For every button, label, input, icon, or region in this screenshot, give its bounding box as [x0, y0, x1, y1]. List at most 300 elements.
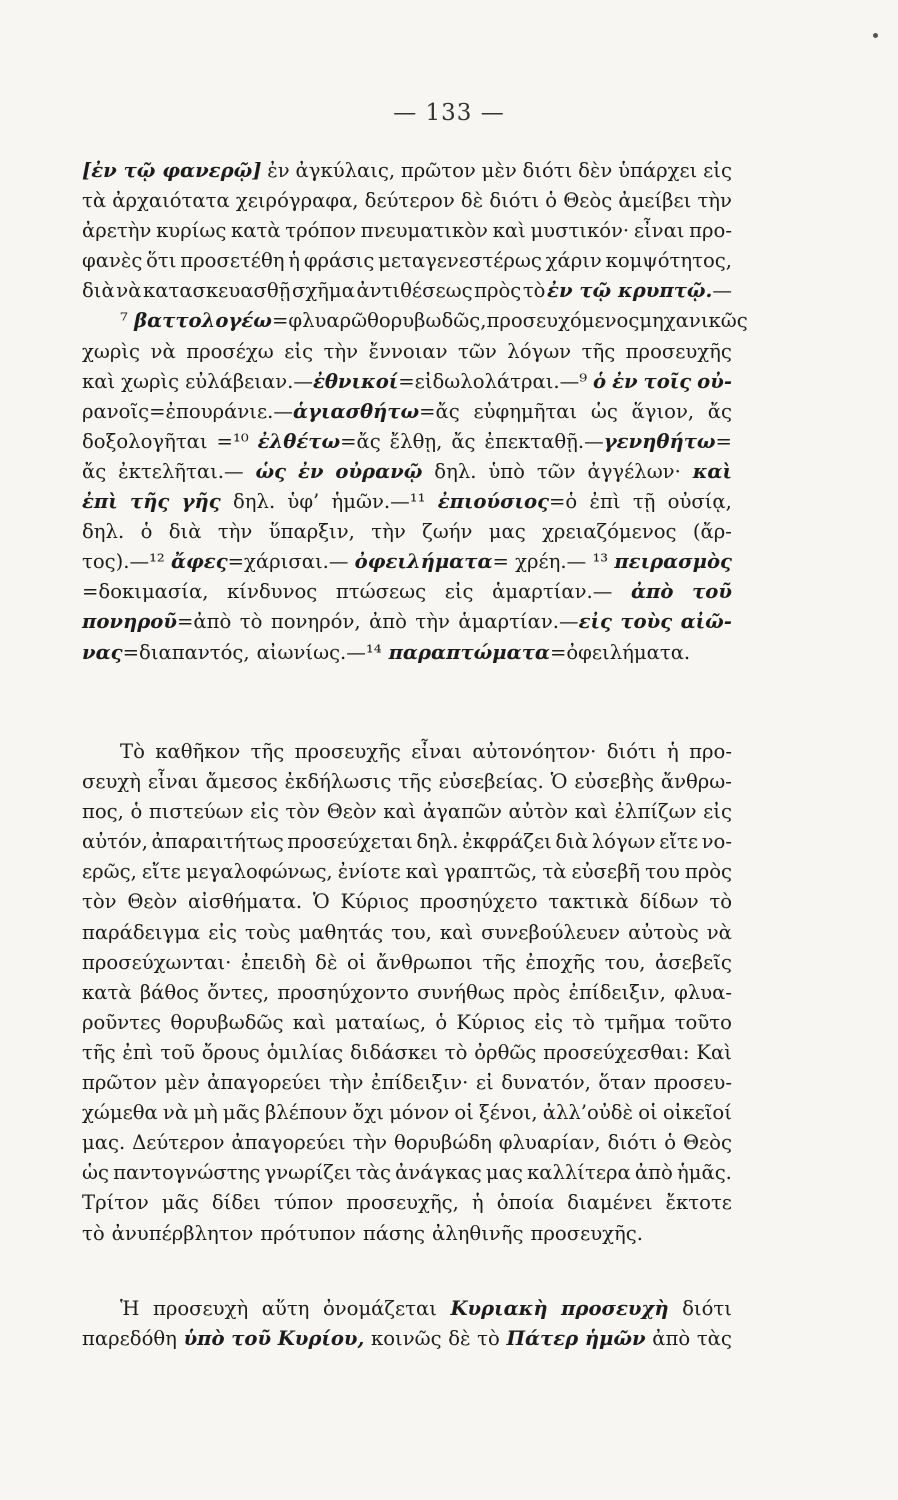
word: δὲ — [460, 189, 484, 213]
word: Κύριος — [456, 1010, 525, 1034]
word: εἰς — [703, 800, 732, 824]
word: τὰ — [542, 860, 567, 884]
word: ἀγαπῶν — [422, 800, 502, 824]
word: αἰωνίως.—¹⁴ — [256, 640, 382, 664]
text-line — [82, 827, 732, 857]
word: του, — [391, 920, 432, 944]
word: τὸ — [477, 1327, 500, 1351]
word: καὶ — [692, 459, 732, 483]
word: Κυριακὴ — [450, 1297, 548, 1320]
word: ἐπεκταθῇ.—γενηθήτω= — [484, 429, 732, 453]
word: ὀρθῶς — [474, 1040, 537, 1064]
word: κυρίως — [156, 219, 227, 243]
word: πρὸς — [684, 860, 732, 884]
word: ἔκτοτε — [665, 1191, 732, 1215]
word: τῆς — [398, 770, 432, 794]
word: τος).—¹² — [82, 550, 165, 574]
text-line — [82, 948, 732, 978]
word: ἀγκύλαις, — [295, 159, 396, 182]
word: καὶ — [439, 920, 474, 944]
word: ξένοι, — [479, 1101, 538, 1125]
word: εὐλάβειαν.—ἐθνικοί=εἰδωλολάτραι.—⁹ — [185, 369, 588, 393]
word: Θεὸς — [682, 1131, 732, 1155]
word: τοῖς — [643, 369, 692, 393]
word: νὰ — [150, 339, 176, 363]
word: τῆς — [250, 740, 285, 763]
word: τοὺς — [620, 610, 673, 634]
text-line — [82, 857, 732, 887]
word: ἀπαγορεύει — [231, 1131, 346, 1155]
word: ἀσεβεῖς — [654, 950, 732, 974]
word: Θεὸν — [326, 800, 377, 824]
word: ἄς — [82, 459, 107, 483]
word: ἡμῶν.—¹¹ — [331, 490, 426, 514]
word: διότι — [489, 189, 540, 213]
word: νὰ — [162, 1101, 189, 1125]
text-line — [82, 186, 732, 216]
word: τὴν — [371, 520, 406, 544]
word: χωρὶς — [82, 339, 141, 363]
word: ἡμᾶς. — [676, 1161, 732, 1185]
word: κοινῶς — [370, 1327, 442, 1351]
word: ὁ — [664, 1131, 677, 1155]
word: κατὰ — [82, 980, 132, 1004]
text-line — [82, 737, 732, 767]
word: τῆς — [482, 950, 516, 974]
word: πος, — [82, 800, 124, 824]
word: πτώσεως — [335, 580, 427, 604]
word: τὴν — [352, 1131, 388, 1155]
word: προσέχω — [186, 339, 274, 363]
word: ¹³ — [592, 550, 609, 574]
word: τοῦ — [160, 1040, 195, 1064]
word: οὐρανῷ — [335, 459, 423, 483]
word: ὁποία — [496, 1191, 555, 1215]
word: εἴτε — [659, 830, 699, 854]
word: παράδειγμα — [82, 920, 201, 944]
word: γνωρίζει — [264, 1161, 352, 1185]
word: τὰ — [82, 189, 107, 213]
word: προσευχῆς. — [530, 1221, 643, 1245]
word: λόγων — [507, 339, 572, 363]
word: τρόπον — [285, 219, 356, 243]
word: χώμεθα — [82, 1101, 158, 1125]
text-line — [82, 276, 732, 306]
word: τοῦ — [692, 580, 732, 604]
word: μαθητάς — [298, 920, 384, 944]
word: ὑφ’ — [287, 490, 320, 514]
word: πάσης — [362, 1221, 426, 1245]
word: διότι — [682, 1297, 732, 1320]
word: ἄνθρω- — [660, 770, 732, 794]
body-paragraph-1 — [82, 737, 732, 1249]
word: καὶ — [292, 1010, 326, 1034]
word: φανὲς — [82, 249, 143, 273]
word: μᾶς — [222, 1101, 260, 1125]
word: καὶ — [82, 369, 116, 393]
word: αὐτὸν — [508, 800, 569, 824]
word: χρειαζόμενος — [542, 520, 677, 544]
word: καὶ — [405, 860, 439, 884]
word: του, — [604, 950, 646, 974]
word: παρεδόθη — [82, 1327, 177, 1351]
word: δυνατόν, — [501, 1071, 591, 1095]
word: ἀρετὴν — [82, 219, 152, 243]
text-line — [82, 887, 732, 917]
word: διδάσκει — [349, 1040, 438, 1064]
word: εἰς — [703, 159, 732, 182]
word: οἱ — [347, 950, 367, 974]
word: ἀγγέλων· — [587, 459, 681, 483]
word: ἐκτελῆται.— — [118, 459, 244, 483]
word: τὴν — [323, 339, 359, 363]
word: νας=διαπαντός, — [82, 640, 250, 664]
text-line — [82, 1068, 732, 1098]
word: ερῶς, — [82, 860, 137, 884]
word: πονηροῦ=ἀπὸ — [82, 610, 232, 634]
word: μας. — [82, 1131, 126, 1155]
word: ἔλθῃ, — [389, 429, 443, 453]
word: τὸν — [285, 800, 321, 824]
word: ἡ — [288, 249, 301, 273]
word: εἰς — [250, 800, 279, 824]
word: [ἐν τῷ φανερῷ] — [82, 159, 262, 182]
text-line — [82, 367, 732, 397]
word: οἱ — [638, 1101, 658, 1125]
text-line — [82, 1128, 732, 1158]
text-line — [82, 1219, 732, 1249]
word: αὐτοὺς — [628, 920, 699, 944]
word: τῆς — [581, 339, 616, 363]
word: τὴν — [217, 520, 253, 544]
word: νο- — [701, 830, 732, 854]
word: χειρόγραφα, — [235, 189, 359, 213]
word: πονηρόν, — [270, 610, 361, 634]
word: τὴν — [415, 610, 450, 634]
word: ὁ — [130, 800, 143, 824]
word: θορυβωδῶς, — [367, 309, 487, 333]
word: τὰς — [355, 1161, 391, 1185]
word: εἰς — [208, 920, 237, 944]
word: ἀπαραιτήτως — [151, 830, 284, 854]
word: ὕπαρξιν, — [268, 520, 355, 544]
word: =¹⁰ — [216, 429, 249, 453]
word: ὑπὸ — [183, 1327, 225, 1351]
word: ἐπειδὴ — [240, 950, 306, 974]
word: ἡ — [666, 740, 679, 763]
word: ἅγιον, — [631, 399, 695, 423]
word: εἰ — [475, 1071, 494, 1095]
word: προσηύχετο — [419, 890, 538, 914]
word: ὁμιλίας — [266, 1040, 344, 1064]
word: ὄχι — [352, 1101, 384, 1125]
word: ἄμεσος — [205, 770, 278, 794]
word: του — [645, 860, 680, 884]
text-line — [82, 156, 732, 186]
word: ὅταν — [598, 1071, 647, 1095]
word: τοῦτο — [674, 1010, 732, 1034]
word: ὡς — [590, 399, 618, 423]
word: ὡς — [255, 459, 287, 483]
word: ὁ — [435, 1010, 448, 1034]
word: ἀπὸ — [369, 610, 407, 634]
text-line — [82, 638, 732, 668]
word: τὸ — [239, 610, 263, 634]
word: ὀφειλήματα= — [354, 550, 509, 574]
word: τὸ — [82, 1221, 105, 1245]
text-line — [82, 547, 732, 577]
word: ἁμαρτίαν.— — [492, 580, 613, 604]
word: τὸ — [444, 1040, 468, 1064]
word: ἀνάγκας — [395, 1161, 482, 1185]
word: ἄνθρωποι — [376, 950, 473, 974]
word: εὐφημῆται — [473, 399, 578, 423]
word: αἰῶ- — [680, 610, 732, 634]
word: αὕτη — [261, 1297, 310, 1320]
text-line — [82, 797, 732, 827]
text-line — [82, 1038, 732, 1068]
word: εἴτε — [141, 860, 181, 884]
word: ὁ — [140, 520, 153, 544]
word: δίδει — [211, 1191, 261, 1215]
word: ἔννοιαν — [368, 339, 448, 363]
word: καθῆκον — [155, 740, 241, 763]
text-line — [82, 397, 732, 427]
text-line — [82, 457, 732, 487]
word: κατὰ — [231, 219, 281, 243]
word: ἐνίοτε — [337, 860, 401, 884]
word: λόγων — [591, 830, 656, 854]
word: συνεβούλευεν — [481, 920, 621, 944]
word: ἐπίδειξιν, — [568, 980, 666, 1004]
word: καὶ — [574, 800, 608, 824]
word: σευχὴ — [82, 770, 142, 794]
word: τμῆμα — [604, 1010, 666, 1034]
word: δηλ. — [232, 490, 276, 514]
word: προσευχὴ — [561, 1297, 669, 1320]
word: προσευ- — [653, 1071, 732, 1095]
word: τὸ — [572, 1010, 595, 1034]
word: δοξολογῆται — [82, 429, 208, 453]
footnote-glossary — [82, 156, 748, 668]
word: ἐπὶ — [122, 1040, 154, 1064]
word: διότι — [606, 740, 657, 763]
word: εὐσεβὴς — [574, 770, 654, 794]
word: προ- — [689, 740, 732, 763]
word: χάριν — [545, 249, 602, 273]
text-line — [82, 517, 732, 547]
word: μεταγενεστέρως — [378, 249, 542, 273]
word: τὸ — [522, 279, 546, 303]
word: τῶν — [458, 339, 497, 363]
word: ἐν — [612, 369, 638, 393]
word: Τρίτον — [82, 1191, 149, 1215]
word: ἁμαρτίαν.—εἰς — [458, 610, 612, 634]
text-line — [82, 1188, 732, 1218]
word: τῆς — [82, 1040, 116, 1064]
word: προσευχῆς — [294, 740, 401, 763]
word: κίνδυνος — [227, 580, 318, 604]
word: ἀντιθέσεως — [356, 279, 473, 303]
word: ὅτι — [146, 249, 177, 273]
word: πειρασμὸς — [614, 550, 732, 574]
word: ἐπὶ — [589, 490, 621, 514]
word: φλυα- — [674, 980, 732, 1004]
word: ἐν — [267, 159, 290, 182]
word: ματαίως, — [335, 1010, 427, 1034]
word: ὁ — [593, 369, 607, 393]
word: προσηύχοντο — [277, 980, 409, 1004]
word: ἐπιούσιος=ὁ — [437, 490, 578, 514]
word: τῆς — [129, 490, 170, 514]
word: τοῦ — [231, 1327, 272, 1351]
word: θορυβωδῶς — [170, 1010, 284, 1034]
word: σχῆμα — [291, 279, 355, 303]
word: αὐτόν, — [82, 830, 148, 854]
word: ἀλλ’οὐδὲ — [542, 1101, 634, 1125]
word: δὲν — [578, 159, 613, 182]
word: ὄντες, — [207, 980, 270, 1004]
word: διὰ — [168, 520, 202, 544]
word: Κυρίου, — [277, 1327, 365, 1351]
word: καὶ — [383, 800, 417, 824]
word: δηλ. — [416, 830, 459, 854]
word: πνευματικὸν — [360, 219, 488, 243]
word: μηχανικῶς — [639, 309, 748, 333]
word: μυστικόν· — [530, 219, 630, 243]
word: αἰσθήματα. — [188, 890, 303, 914]
text-line — [82, 1294, 732, 1324]
word: οὐ- — [697, 369, 732, 393]
word: μας — [488, 520, 526, 544]
word: τακτικὰ — [548, 890, 629, 914]
word: δηλ. — [82, 520, 125, 544]
word: διότι — [522, 159, 573, 182]
word: εἶναι — [411, 740, 462, 763]
word: μεγαλοφώνως, — [185, 860, 333, 884]
word: Ὁ — [550, 770, 568, 794]
word: =δοκιμασία, — [82, 580, 209, 604]
word: πρότυπον — [260, 1221, 356, 1245]
word: παντογνώστης — [113, 1161, 261, 1185]
word: Ὁ — [312, 890, 330, 914]
text-line — [82, 1158, 732, 1188]
word: πρὸς — [513, 980, 561, 1004]
text-line — [82, 577, 732, 607]
word: μὲν — [481, 159, 517, 182]
word: Πάτερ — [506, 1327, 579, 1351]
word: χρέη.— — [515, 550, 587, 574]
text-line — [82, 607, 732, 637]
word: προ- — [689, 219, 732, 243]
word: μὲν — [164, 1071, 200, 1095]
text-line — [82, 246, 732, 276]
word: ὑπάρχει — [618, 159, 698, 182]
word: προσευχὴ — [152, 1297, 249, 1320]
word: προσευχῆς, — [346, 1191, 459, 1215]
word: διὰ — [82, 279, 115, 303]
word: εἰς — [534, 1010, 563, 1034]
word: προσευχῆς — [625, 339, 732, 363]
word: ἀπὸ — [630, 580, 674, 604]
word: μᾶς — [161, 1191, 199, 1215]
word: μόνον — [389, 1101, 450, 1125]
word: Δεύτερον — [132, 1131, 225, 1155]
word: οἰκεῖοί — [662, 1101, 732, 1125]
word: ροῦντες — [82, 1010, 162, 1034]
word: ἄς — [451, 429, 476, 453]
word: αὐτονόητον· — [472, 740, 597, 763]
text-line — [82, 216, 732, 246]
word: χωρὶς — [121, 369, 180, 393]
word: προσευχόμενος — [486, 309, 640, 333]
word: βλέπουν — [264, 1101, 348, 1125]
word: δεύτερον — [364, 189, 455, 213]
word: δὲ — [448, 1327, 471, 1351]
word: τὰς — [696, 1327, 732, 1351]
word: δίδων — [639, 890, 699, 914]
word: καλλίτερα — [526, 1161, 631, 1185]
word: πρὸς — [474, 279, 522, 303]
word: Τὸ — [120, 740, 145, 763]
text-line — [82, 1098, 732, 1128]
word: πιστεύων — [148, 800, 244, 824]
word: εὐσεβείας. — [438, 770, 544, 794]
text-line — [82, 306, 748, 336]
page-number: — 133 — — [393, 100, 505, 126]
word: ἐποχῆς — [525, 950, 596, 974]
word: ζωήν — [422, 520, 473, 544]
text-line — [82, 487, 732, 517]
word: νὰ — [706, 920, 732, 944]
word: ὡς — [82, 1161, 109, 1185]
word: ἐν — [297, 459, 324, 483]
word: ἀνυπέρβλητον — [111, 1221, 254, 1245]
text-line — [82, 767, 732, 797]
text-line — [82, 1008, 732, 1038]
word: οἱ — [454, 1101, 474, 1125]
word: προσεύχωνται· — [82, 950, 232, 974]
word: ἐν τῷ κρυπτῷ.— — [547, 279, 732, 303]
word: τῶν — [536, 459, 576, 483]
word: ἄφες=χάρισαι.— — [170, 550, 349, 574]
word: οὐσίᾳ, — [667, 490, 732, 514]
word: διαμένει — [567, 1191, 653, 1215]
word: Ἡ — [120, 1297, 140, 1320]
word: δηλ. — [434, 459, 477, 483]
word: προσετέθη — [180, 249, 285, 273]
word: ἐκδήλωσις — [284, 770, 392, 794]
word: ἀληθινῆς — [432, 1221, 524, 1245]
word: παραπτώματα=ὀφειλήματα. — [388, 640, 691, 664]
word: ἄς — [707, 399, 732, 423]
word: θορυβώδη — [394, 1131, 492, 1155]
word: ρανοῖς=ἐπουράνιε.—ἁγιασθήτω=ἄς — [82, 399, 460, 423]
word: δὲ — [315, 950, 338, 974]
word: ἀπαγορεύει — [207, 1071, 322, 1095]
word: γῆς — [181, 490, 221, 514]
word: ἡμῶν — [584, 1327, 646, 1351]
word: (ἄρ- — [692, 520, 732, 544]
word: μὴ — [193, 1101, 218, 1125]
word: κομψότητος, — [605, 249, 732, 273]
word: τὴν — [328, 1071, 364, 1095]
word: μας — [485, 1161, 523, 1185]
word: ἀμείβει — [618, 189, 692, 213]
text-line — [82, 427, 732, 457]
word: εἰς — [284, 339, 314, 363]
text-line — [82, 918, 732, 948]
